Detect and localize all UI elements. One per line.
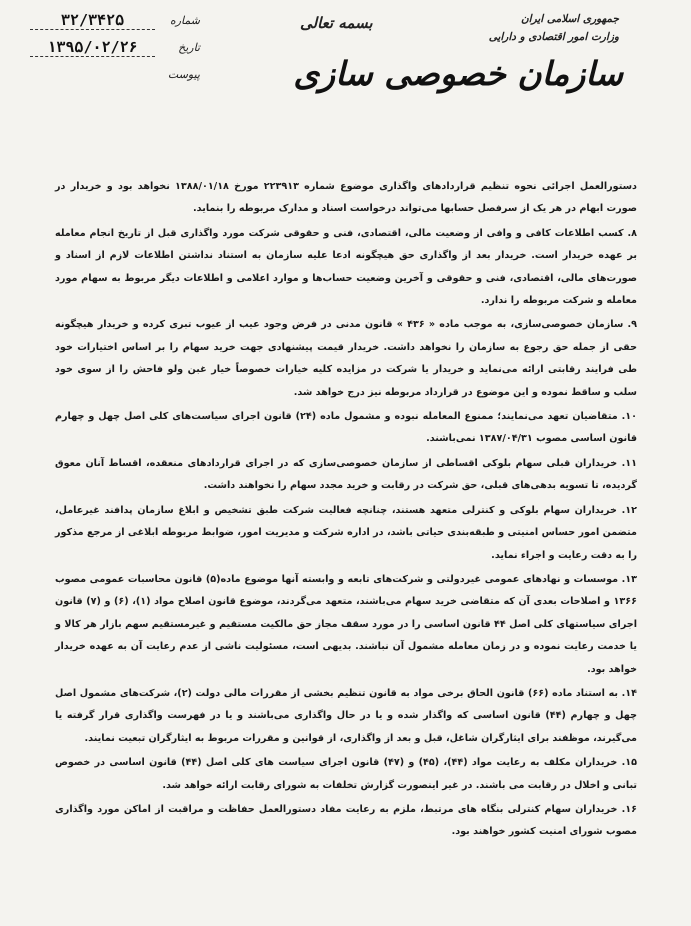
- attachment-row: [30, 62, 200, 89]
- clause-11: ۱۱. خریداران قبلی سهام بلوکی اقساطی از سازمان خصوصی‌سازی که در اجرای قراردادهای منعقده، اقساط آنان معوق گردیده، تا تسویه بدهی‌های قبلی، حق شرکت در رقابت و خرید مجدد سهام را نخواهند داشت.: [55, 457, 637, 492]
- republic-name: جمهوری اسلامی ایران: [520, 13, 619, 25]
- document-body: [55, 176, 637, 844]
- date-row: [30, 35, 200, 62]
- number-row: [30, 8, 200, 35]
- clause-13: ۱۳. موسسات و نهادهای عمومی غیردولتی و شرکت‌های تابعه و وابسته آنها موضوع ماده(۵) قانون محاسبات عمومی مصوب ۱۳۶۶ و اصلاحات بعدی آن که متقاضی خرید سهام می‌باشند، متعهد می‌گردند، موضوع قانون اصلاح مواد (۱)، (۶) و (۷) قانون اجرای سیاستهای کلی اصل ۴۴ قانون اساسی را در مورد سقف مجاز حق مالکیت مستقیم و غیرمستقیم سهم بازار هر کالا و یا خدمت رعایت نموده و در زمان معامله مشمول آن نباشند. بدیهی است، مسئولیت ناشی از عدم رعایت آن به عهده خریدار خواهد بود.: [55, 573, 637, 675]
- number-value: ۳۲/۳۴۲۵: [30, 11, 155, 30]
- clause-15: ۱۵. خریداران مکلف به رعایت مواد (۴۴)، (۴۵) و (۴۷) قانون اجرای سیاست های کلی اصل (۴۴) قانون اساسی در خصوص تبانی و اخلال در رقابت می باشند. در غیر اینصورت گزارش تخلفات به شورای رقابت ارائه خواهد شد.: [55, 757, 637, 791]
- clause-8: ۸. کسب اطلاعات کافی و وافی از وضعیت مالی، اقتصادی، فنی و حقوقی شرکت مورد واگذاری قبل از تاریخ انجام معامله بر عهده خریدار است. خریدار بعد از واگذاری حق هیچگونه ادعا علیه سازمان به استناد نداشتن اطلاعات لازم از اسناد و صورت‌های مالی، اقتصادی، فنی و حقوقی و آخرین وضعیت حساب‌ها و موارد اعلامی و اطلاعات دیگر مربوط به سهام مورد معامله و شرکت مربوطه را ندارد.: [55, 227, 637, 307]
- bismillah-heading: بسمه تعالی: [300, 14, 373, 32]
- date-label: تاریخ: [178, 41, 200, 54]
- attachment-label: پیوست: [167, 68, 200, 81]
- clause-12: ۱۲. خریداران سهام بلوکی و کنترلی متعهد هستند، چنانچه فعالیت شرکت طبق تشخیص و ابلاغ سازمان پدافند غیرعامل، متضمن امور حساس امنیتی و طبقه‌بندی حیاتی باشد، در اداره شرکت و مدیریت امور، ضوابط مربوطه ابلاغی از مرجع مذکور را به دقت رعایت و اجراء نماید.: [55, 504, 637, 561]
- date-value: ۱۳۹۵/۰۲/۲۶: [30, 38, 155, 57]
- clause-14: ۱۴. به استناد ماده (۶۶) قانون الحاق برخی مواد به قانون تنظیم بخشی از مقررات مالی دولت (۲)، شرکت‌های مشمول اصل چهل و چهارم (۴۴) قانون اساسی که واگذار شده و یا در حال واگذاری می‌باشند و یا در فهرست واگذاری قرار گرفته یا می‌گیرند، موظفند برای ایثارگران شاغل، قبل و بعد از واگذاری، از قوانین و مقررات مربوط به ایثارگران تبعیت نمایند.: [55, 687, 637, 744]
- letter-metadata: [30, 8, 200, 89]
- ministry-name: وزارت امور اقتصادی و دارایی: [488, 31, 619, 43]
- clause-16: ۱۶. خریداران سهام کنترلی بنگاه های مرتبط، ملزم به رعایت مفاد دستورالعمل حفاظت و مراقبت از اماکن مورد واگذاری مصوب شورای امنیت کشور خواهند بود.: [55, 803, 637, 838]
- intro-paragraph: دستورالعمل اجرائی نحوه تنظیم قراردادهای واگذاری موضوع شماره ۲۲۳۹۱۳ مورخ ۱۳۸۸/۰۱/۱۸ نخواهد بود و خریدار در صورت ابهام در هر یک از سرفصل حسابها می‌تواند درخواست اسناد و مدارک مربوطه را بنماید.: [55, 181, 637, 215]
- clause-10: ۱۰. متقاضیان تعهد می‌نمایند؛ ممنوع المعامله نبوده و مشمول ماده (۲۴) قانون اجرای سیاست‌های کلی اصل چهل و چهارم قانون اساسی مصوب ۱۳۸۷/۰۴/۳۱ نمی‌باشند.: [55, 411, 638, 445]
- clause-9: ۹. سازمان خصوصی‌سازی، به موجب ماده « ۴۳۶ » قانون مدنی در فرض وجود عیب از عیوب تبری کرده و خریدار هیچگونه حقی از جمله حق رجوع به سازمان را نخواهد داشت. خریدار قیمت پیشنهادی جهت خرید سهام را بر اساس اختیارات خود طی فرایند رقابتی ارائه می‌نماید و خریدار یا شرکت در مزایده کلیه خیارات خصوصاً خیار غبن ولو فاحش را از سوی خود سلب و ساقط نموده و این موضوع در قرارداد مربوطه نیز درج خواهد شد.: [55, 319, 637, 398]
- letterhead-ministry: [489, 10, 619, 46]
- number-label: شماره: [169, 14, 200, 27]
- organization-logo-text: سازمان خصوصی سازی: [293, 54, 623, 93]
